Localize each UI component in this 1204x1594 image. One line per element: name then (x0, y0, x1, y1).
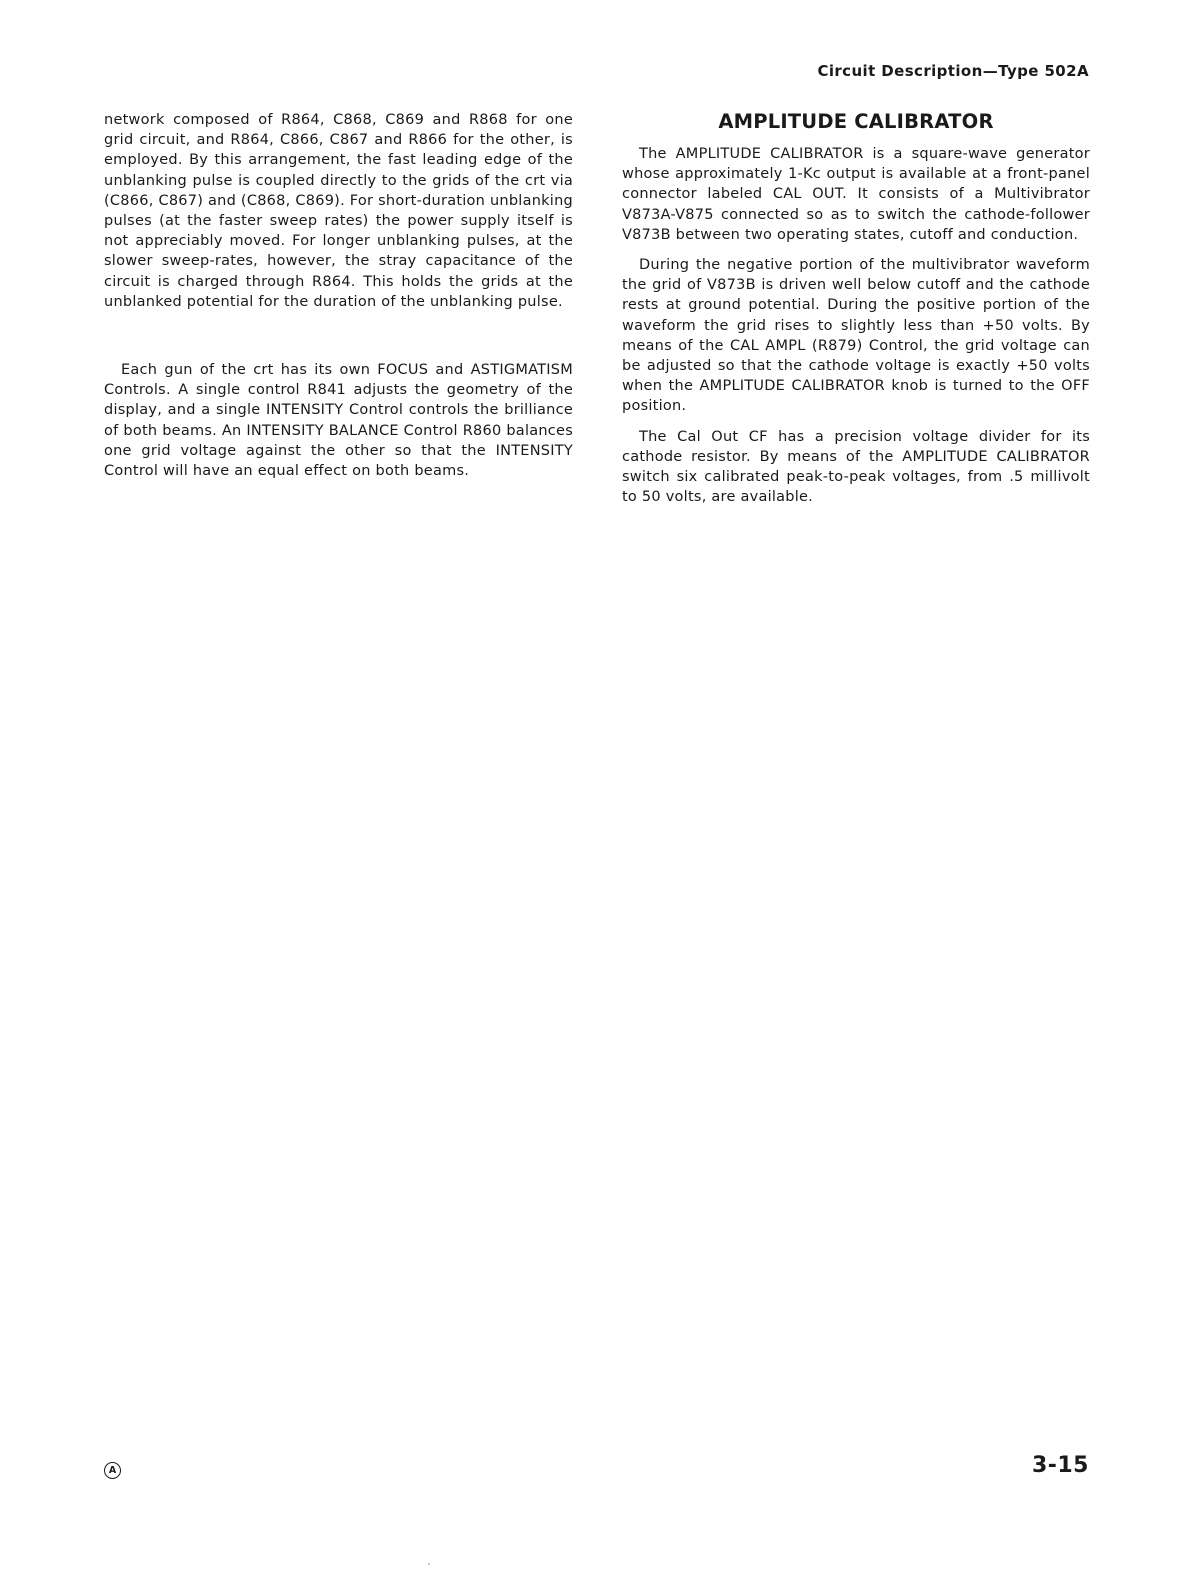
left-column (104, 110, 573, 481)
left-paragraph-2: Each gun of the crt has its own FOCUS and ASTIGMATISM Controls. A single control R841 adjusts the geometry of the display, and a single INTENSITY Control controls the brilliance of both beams. An INTENSITY BALANCE Control R860 balances one grid voltage against the other so that the INTENSITY Control will have an equal effect on both beams. (104, 362, 573, 480)
running-head: Circuit Description—Type 502A (817, 62, 1089, 80)
right-paragraph-2: During the negative portion of the multivibrator waveform the grid of V873B is driven well below cutoff and the cathode rests at ground potential. During the positive portion of the waveform the grid rises to slightly less than +50 volts. By means of the CAL AMPL (R879) Control, the grid voltage can be adjusted so that the cathode voltage is exactly +50 volts when the AMPLITUDE CALIBRATOR knob is turned to the OFF position. (622, 257, 1090, 415)
right-column (622, 110, 1090, 507)
section-heading: AMPLITUDE CALIBRATOR (718, 110, 994, 133)
right-paragraph-3: The Cal Out CF has a precision voltage divider for its cathode resistor. By means of the AMPLITUDE CALIBRATOR switch six calibrated peak-to-peak voltages, from .5 millivolt to 50 volts, are available. (622, 428, 1090, 506)
revision-mark-icon: A (104, 1462, 121, 1479)
left-paragraph-1: network composed of R864, C868, C869 and R868 for one grid circuit, and R864, C866, C867 and R866 for the other, is employed. By this arrangement, the fast leading edge of the unblanking pulse is coupled directly to the grids of the crt via (C866, C867) and (C868, C869). For short-duration unblanking pulses (at the faster sweep rates) the power supply itself is not appreciably moved. For longer unblanking pulses, at the slower sweep-rates, however, the stray capacitance of the circuit is charged through R864. This holds the grids at the unblanked potential for the duration of the unblanking pulse. (104, 112, 573, 310)
scan-speck (428, 1563, 430, 1565)
right-paragraph-1: The AMPLITUDE CALIBRATOR is a square-wave generator whose approximately 1-Kc output is available at a front-panel connector labeled CAL OUT. It consists of a Multivibrator V873A-V875 connected so as to switch the cathode-follower V873B between two operating states, cutoff and conduction. (622, 146, 1090, 243)
page-number: 3-15 (1031, 1453, 1089, 1478)
